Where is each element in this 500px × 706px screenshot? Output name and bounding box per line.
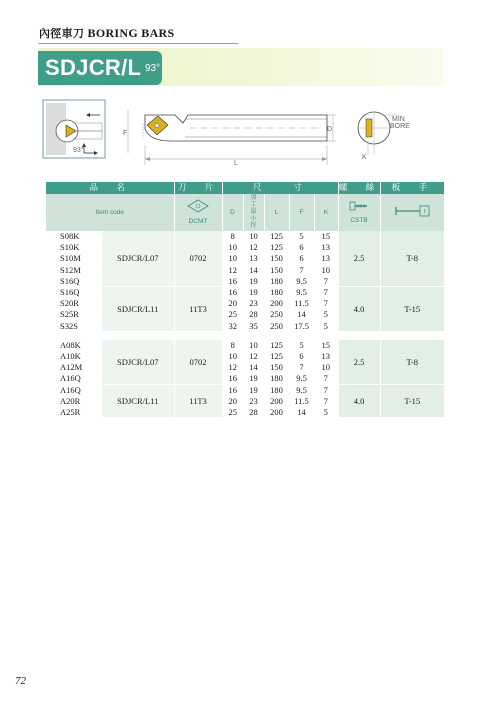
cell-k: 10 — [314, 264, 338, 275]
key-cell: T-15 — [380, 287, 444, 332]
table-header-row — [46, 182, 444, 194]
cell-min: 19 — [243, 384, 264, 395]
header-rule — [38, 43, 238, 44]
cell-d: 16 — [222, 275, 243, 286]
workpiece-illustration — [43, 100, 105, 158]
subheader-cstb — [338, 194, 380, 231]
cell-code: S12M — [46, 264, 102, 275]
table-row — [46, 231, 444, 242]
cell-code: S25R — [46, 309, 102, 320]
item-cell: SDJCR/L11 — [102, 384, 174, 418]
cell-code: A12M — [46, 362, 102, 373]
bar-side-view — [123, 110, 336, 167]
label-k: K — [362, 154, 367, 161]
cell-d: 25 — [222, 407, 243, 418]
cell-f: 11.5 — [289, 298, 314, 309]
cell-code: A16Q — [46, 373, 102, 384]
cell-l: 150 — [264, 253, 289, 264]
subheader-k: K — [314, 194, 338, 231]
cell-min: 23 — [243, 298, 264, 309]
cell-code: S10M — [46, 253, 102, 264]
cell-min: 28 — [243, 309, 264, 320]
model-angle: 93° — [145, 63, 161, 74]
cell-d: 20 — [222, 298, 243, 309]
cstb-label: CSTB — [350, 216, 368, 224]
cell-f: 9.5 — [289, 373, 314, 384]
cell-k: 7 — [314, 275, 338, 286]
cell-k: 7 — [314, 373, 338, 384]
cell-d: 16 — [222, 373, 243, 384]
cell-l: 125 — [264, 242, 289, 253]
cell-k: 13 — [314, 253, 338, 264]
subheader-d: D — [222, 194, 243, 231]
cell-l: 125 — [264, 231, 289, 242]
cell-f: 9.5 — [289, 275, 314, 286]
subheader-dcmt — [174, 194, 222, 231]
cell-min: 12 — [243, 351, 264, 362]
cell-code: A10K — [46, 351, 102, 362]
cell-min: 10 — [243, 231, 264, 242]
cell-k: 5 — [314, 320, 338, 331]
cell-k: 5 — [314, 309, 338, 320]
cell-min: 14 — [243, 362, 264, 373]
cell-code: A20R — [46, 395, 102, 406]
cell-l: 180 — [264, 275, 289, 286]
cell-k: 13 — [314, 351, 338, 362]
insert-cell: 11T3 — [174, 287, 222, 332]
table-row — [46, 287, 444, 298]
cell-l: 200 — [264, 395, 289, 406]
insert-shape-icon — [186, 199, 210, 213]
label-bore: BORE — [390, 123, 410, 130]
cell-f: 5 — [289, 231, 314, 242]
cell-code: S10K — [46, 242, 102, 253]
cell-d: 10 — [222, 242, 243, 253]
cell-min: 14 — [243, 264, 264, 275]
header-key: 板 手 — [380, 182, 444, 194]
cell-code: S32S — [46, 320, 102, 331]
cell-l: 125 — [264, 351, 289, 362]
cell-d: 16 — [222, 384, 243, 395]
subheader-key — [380, 194, 444, 231]
cell-min: 23 — [243, 395, 264, 406]
cell-k: 7 — [314, 395, 338, 406]
model-name: SDJCR/L — [45, 55, 142, 80]
cell-l: 180 — [264, 373, 289, 384]
workpiece-angle-label: 93° — [73, 147, 84, 154]
table-row — [46, 384, 444, 395]
page-number: 72 — [15, 675, 26, 687]
cell-f: 6 — [289, 242, 314, 253]
cell-d: 10 — [222, 253, 243, 264]
cell-min: 19 — [243, 287, 264, 298]
table-row — [46, 339, 444, 350]
cell-f: 6 — [289, 351, 314, 362]
insert-cell: 0702 — [174, 231, 222, 287]
cell-f: 14 — [289, 309, 314, 320]
cell-k: 13 — [314, 242, 338, 253]
label-min: MIN — [392, 116, 405, 123]
label-l: L — [234, 160, 238, 167]
cell-min: 28 — [243, 407, 264, 418]
cell-k: 10 — [314, 362, 338, 373]
cell-code: A25R — [46, 407, 102, 418]
header-item: 品 名 — [46, 182, 174, 194]
screw-cell: 2.5 — [338, 339, 380, 384]
cell-min: 12 — [243, 242, 264, 253]
header-dims: 尺 寸 — [222, 182, 338, 194]
cell-f: 9.5 — [289, 287, 314, 298]
cell-d: 20 — [222, 395, 243, 406]
insert-cell: 0702 — [174, 339, 222, 384]
cell-code: S08K — [46, 231, 102, 242]
cell-f: 5 — [289, 339, 314, 350]
cell-l: 180 — [264, 287, 289, 298]
cell-d: 8 — [222, 231, 243, 242]
cell-l: 250 — [264, 320, 289, 331]
spec-table — [46, 182, 445, 418]
key-cell: T-15 — [380, 384, 444, 418]
cell-l: 150 — [264, 264, 289, 275]
min-bore-label: 加工最小徑 — [250, 194, 257, 229]
group-carbide-shank — [46, 339, 444, 417]
subheader-item-code — [46, 194, 174, 231]
cell-d: 16 — [222, 287, 243, 298]
bar-end-view — [358, 112, 410, 161]
cell-f: 11.5 — [289, 395, 314, 406]
cell-f: 6 — [289, 253, 314, 264]
table-subheader-row — [46, 194, 444, 231]
insert-cell: 11T3 — [174, 384, 222, 418]
section-title-cn: 內徑車刀 — [39, 27, 85, 40]
cell-min: 10 — [243, 339, 264, 350]
cell-k: 7 — [314, 298, 338, 309]
cell-f: 17.5 — [289, 320, 314, 331]
cell-code: A08K — [46, 339, 102, 350]
label-d: D — [327, 126, 333, 133]
screw-cell: 4.0 — [338, 287, 380, 332]
cell-min: 19 — [243, 373, 264, 384]
cell-l: 125 — [264, 339, 289, 350]
cell-d: 25 — [222, 309, 243, 320]
cell-d: 12 — [222, 264, 243, 275]
key-cell: T-8 — [380, 339, 444, 384]
label-f: F — [123, 130, 128, 137]
item-cell: SDJCR/L07 — [102, 231, 174, 287]
screw-cell: 4.0 — [338, 384, 380, 418]
subheader-l: L — [264, 194, 289, 231]
torx-key-icon — [392, 203, 432, 219]
header-screw: 螺 絲 — [338, 183, 380, 193]
cell-d: 32 — [222, 320, 243, 331]
cell-k: 5 — [314, 407, 338, 418]
table-cell — [46, 331, 444, 339]
item-cell: SDJCR/L11 — [102, 287, 174, 332]
cell-k: 7 — [314, 384, 338, 395]
cell-k: 15 — [314, 339, 338, 350]
dcmt-label: DCMT — [188, 217, 208, 225]
cell-f: 7 — [289, 264, 314, 275]
cell-f: 14 — [289, 407, 314, 418]
cell-code: S16Q — [46, 287, 102, 298]
cell-code: S20R — [46, 298, 102, 309]
header-insert: 刀 片 — [174, 182, 222, 194]
cell-l: 200 — [264, 407, 289, 418]
cell-l: 150 — [264, 362, 289, 373]
cell-code: A16Q — [46, 384, 102, 395]
section-title-en: BORING BARS — [87, 26, 175, 40]
screw-cell: 2.5 — [338, 231, 380, 287]
cell-k: 7 — [314, 287, 338, 298]
section-title — [39, 25, 175, 41]
cell-l: 250 — [264, 309, 289, 320]
screw-icon — [349, 200, 369, 212]
tool-drawing — [40, 95, 460, 175]
group-steel-shank — [46, 231, 444, 339]
item-cell: SDJCR/L07 — [102, 339, 174, 384]
group-spacer — [46, 331, 444, 339]
key-cell: T-8 — [380, 231, 444, 287]
cell-f: 7 — [289, 362, 314, 373]
subheader-f: F — [289, 194, 314, 231]
cell-k: 15 — [314, 231, 338, 242]
technical-drawing — [40, 95, 460, 175]
cell-d: 12 — [222, 362, 243, 373]
cell-code: S16Q — [46, 275, 102, 286]
cell-min: 35 — [243, 320, 264, 331]
cell-d: 10 — [222, 351, 243, 362]
item-code-label: Item code — [95, 208, 125, 216]
subheader-min-bore — [243, 194, 264, 231]
cell-min: 13 — [243, 253, 264, 264]
cell-f: 9.5 — [289, 384, 314, 395]
cell-min: 19 — [243, 275, 264, 286]
cell-l: 180 — [264, 384, 289, 395]
cell-d: 8 — [222, 339, 243, 350]
cell-l: 200 — [264, 298, 289, 309]
